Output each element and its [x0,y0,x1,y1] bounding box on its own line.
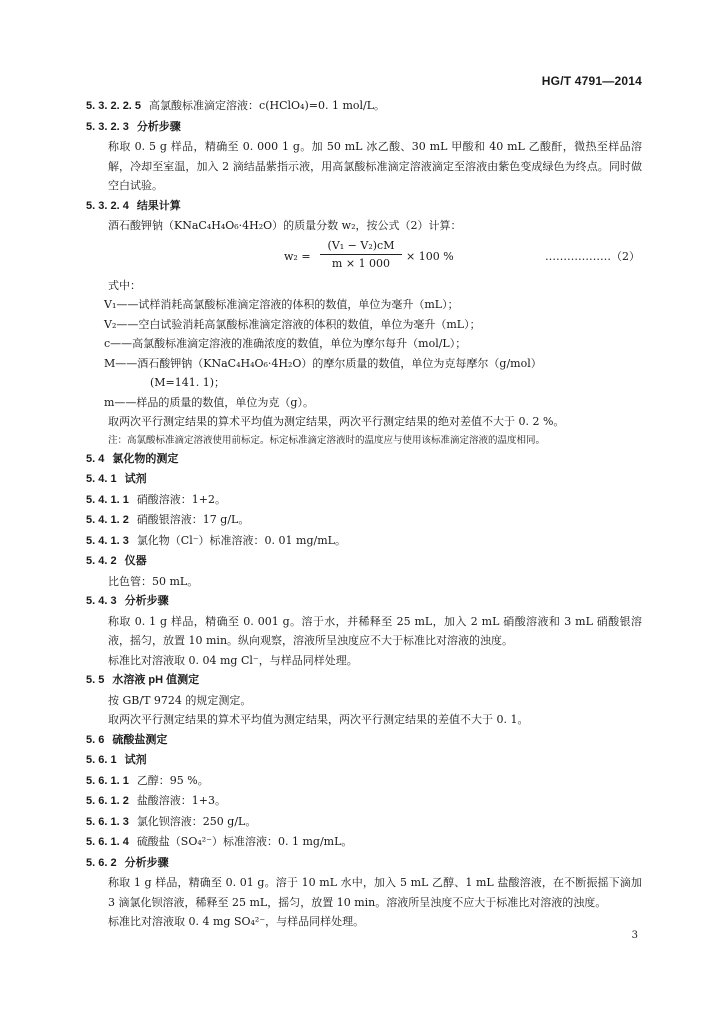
clause-number: 5. 6. 2 [86,856,117,869]
clause-number: 5. 6. 1. 4 [86,836,129,848]
definition-item: M——酒石酸钾钠（KNaC₄H₄O₆·4H₂O）的摩尔质量的数值，单位为克每摩尔（g/mol） [104,356,542,370]
heading-text: 分析步骤 [136,120,181,133]
section-heading [86,117,642,138]
formula-numerator: (V₁ − V₂)cM [320,238,402,255]
note: 注：高氯酸标准滴定溶液使用前标定。标定标准滴定溶液时的温度应与使用该标准滴定溶液的温度相同。 [108,434,546,446]
clause-number: 5. 4. 2 [86,555,117,567]
section-heading [86,469,642,490]
section-heading [86,449,642,470]
heading-text: 仪器 [124,555,147,567]
formula-lhs: w₂ = [284,249,311,263]
clause-text: 盐酸溶液：1+3。 [136,794,227,807]
heading-text: 分析步骤 [124,856,169,869]
document-body [86,96,642,932]
clause-number: 5. 5 [86,674,105,686]
text-line: 标准比对溶液取 0. 4 mg SO₄²⁻，与样品同样处理。 [108,915,365,928]
clause-number: 5. 4. 1. 2 [86,514,129,526]
paragraph: 称取 0. 1 g 样品，精确至 0. 001 g。溶于水，并稀释至 25 mL，加入 2 mL 硝酸溶液和 3 mL 硝酸银溶液，摇匀，放置 10 min。纵向观察，溶液所呈浊度应不大于标准比对溶液的浊度。 [108,614,642,647]
clause-number: 5. 3. 2. 4 [86,199,129,212]
definitions-list [86,295,642,412]
paragraph: 称取 0. 5 g 样品，精确至 0. 000 1 g。加 50 mL 冰乙酸、30 mL 甲酸和 40 mL 乙酸酐，微热至样品溶解，冷却至室温，加入 2 滴结晶紫指示液，用高氯酸标准滴定溶液滴定至溶液由紫色变成绿色为终点。同时做空白试验。 [108,140,642,192]
clause [86,490,642,511]
text-line: 比色管：50 mL。 [108,574,199,588]
clause-text: 乙醇：95 %。 [136,773,209,787]
sections [86,449,642,932]
clause-number: 5. 4. 1 [86,473,117,485]
section-heading [86,196,642,217]
section-heading [86,750,642,771]
clause-text: 氯化钡溶液：250 g/L。 [136,814,257,828]
definition-item: c——高氯酸标准滴定溶液的准确浓度的数值，单位为摩尔每升（mol/L）； [104,337,467,350]
text-line: 按 GB/T 9724 的规定测定。 [108,693,252,707]
heading-text: 水溶液 pH 值测定 [112,674,200,686]
standard-code: HG/T 4791—2014 [541,74,642,88]
clause-number: 5. 4 [86,452,105,465]
definition-item: V₁——试样消耗高氯酸标准滴定溶液的体积的数值，单位为毫升（mL）； [104,298,459,311]
clause-text: 高氯酸标准滴定溶液：c(HClO₄)=0. 1 mol/L。 [149,99,386,112]
clause-number: 5. 4. 3 [86,595,117,607]
definition-item: m——样品的质量的数值，单位为克（g）。 [104,395,314,409]
clause-number: 5. 3. 2. 3 [86,120,129,133]
clause-number: 5. 6. 1 [86,754,117,766]
result-statement: 取两次平行测定结果的算术平均值为测定结果，两次平行测定结果的绝对差值不大于 0. 2 %。 [108,415,565,428]
formula-denominator: m × 1 000 [331,256,391,270]
paragraph: 称取 1 g 样品，精确至 0. 01 g。溶于 10 mL 水中，加入 5 mL 乙醇、1 mL 盐酸溶液，在不断振摇下滴加 3 滴氯化钡溶液，稀释至 25 mL，摇匀，放置 10 min。溶液所呈浊度不应大于标准比对溶液的浊度。 [108,876,642,909]
clause-number: 5. 4. 1. 1 [86,493,129,506]
section-heading [86,551,642,572]
clause [86,832,642,853]
clause-number: 5. 3. 2. 2. 5 [86,100,142,112]
clause-number: 5. 4. 1. 3 [86,534,129,547]
clause-text: 氯化物（Cl⁻）标准溶液：0. 01 mg/mL。 [136,533,346,547]
heading-text: 硫酸盐测定 [112,733,168,746]
section-heading [86,670,642,691]
definitions-intro: 式中： [108,278,141,292]
formula-rhs: × 100 % [406,249,454,263]
heading-text: 氯化物的测定 [112,452,179,465]
clause-text: 硫酸盐（SO₄²⁻）标准溶液：0. 1 mg/mL。 [136,835,353,848]
clause-text: 硝酸溶液：1+2。 [136,492,227,506]
clause [86,812,642,833]
heading-text: 试剂 [124,754,147,766]
formula-fraction [320,238,402,271]
definition-item: V₂——空白试验消耗高氯酸标准滴定溶液的体积的数值，单位为毫升（mL）； [104,317,481,331]
clause [86,771,642,792]
text-line: 酒石酸钾钠（KNaC₄H₄O₆·4H₂O）的质量分数 w₂，按公式（2）计算： [108,219,462,232]
text-line: 标准比对溶液取 0. 04 mg Cl⁻，与样品同样处理。 [108,653,358,667]
clause-number: 5. 6. 1. 1 [86,774,129,787]
text-line: 取两次平行测定结果的算术平均值为测定结果，两次平行测定结果的差值不大于 0. 1。 [108,713,529,726]
clause-text: 硝酸银溶液：17 g/L。 [136,513,250,526]
heading-text: 分析步骤 [124,595,169,607]
section-heading [86,730,642,751]
section-heading [86,853,642,874]
clause [86,531,642,552]
section-heading [86,591,642,612]
clause [86,510,642,531]
clause-number: 5. 6 [86,733,105,746]
formula-number: ………………（2） [545,249,640,263]
heading-text: 试剂 [124,473,147,485]
page-number: 3 [631,930,638,941]
definition-item: (M=141. 1)； [150,376,226,389]
clause [86,96,642,117]
heading-text: 结果计算 [136,199,181,212]
top-section [86,96,642,236]
formula-2 [86,238,642,272]
clause [86,791,642,812]
clause-number: 5. 6. 1. 3 [86,815,129,828]
clause-number: 5. 6. 1. 2 [86,795,129,807]
